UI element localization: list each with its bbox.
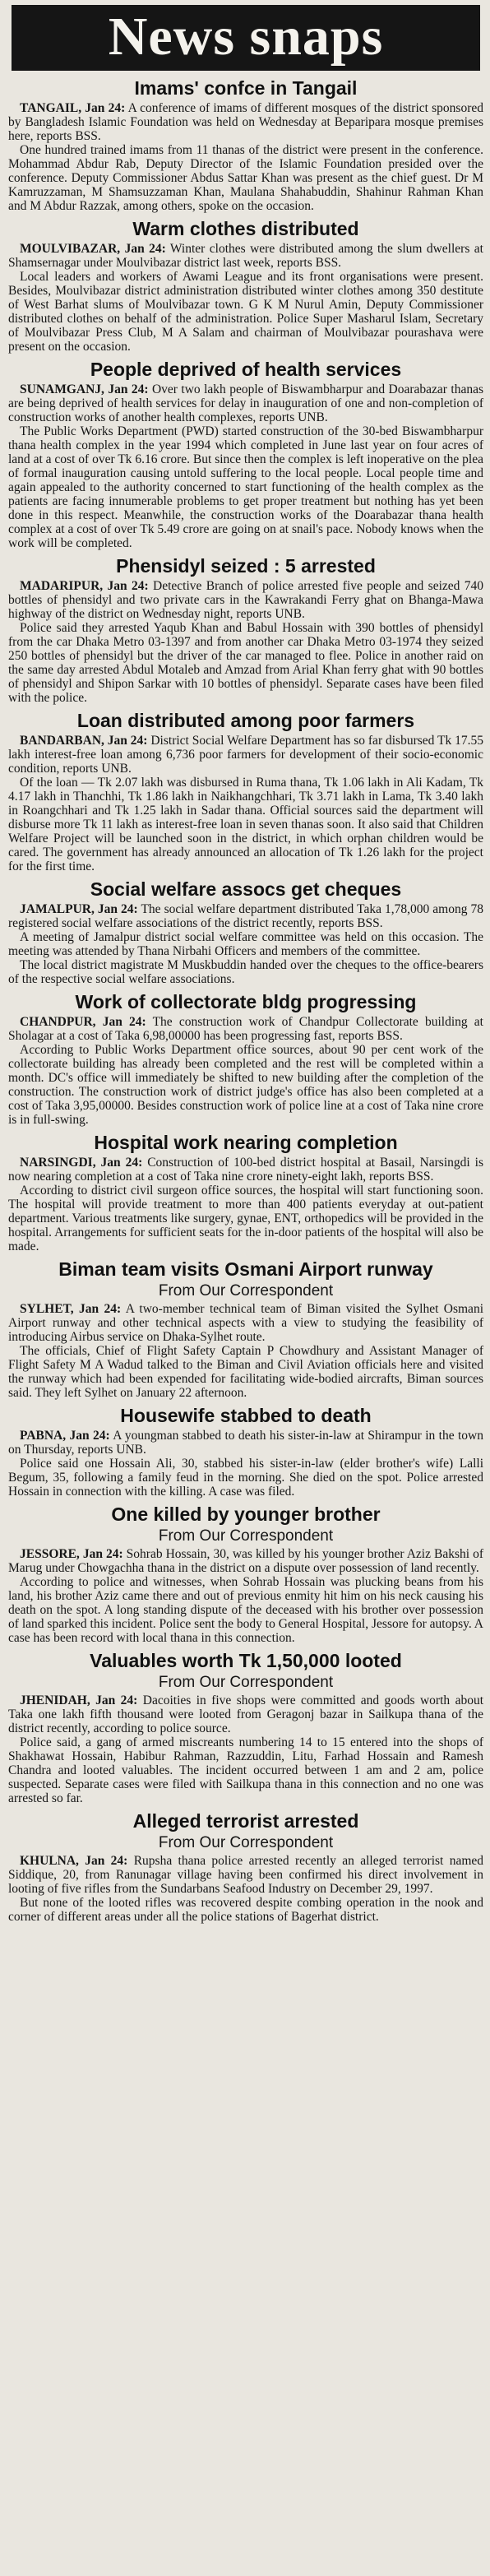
- dateline: CHANDPUR, Jan 24:: [20, 1015, 146, 1029]
- body-paragraph: [8, 242, 483, 270]
- body-paragraph: [8, 1854, 483, 1896]
- story-body: [8, 1693, 483, 1805]
- paragraph-text: Police said they arrested Yaqub Khan and Babul Hossain with 390 bottles of phensidyl from the car Dhaka Metro 03-1397 and from another car Dhaka Metro 03-1974 they seized 250 bottles of phensidyl but the driver of the car managed to flee. Police in another raid on the same day arrested Abdul Motaleb and Amzad from Arial Khan ferry ghat with 90 bottles of phensidyl and Shipon Sarkar with 10 bottles of phensidyl. Separate cases have been filed with the police.: [8, 621, 483, 705]
- body-paragraph: [8, 734, 483, 776]
- news-item: [8, 1405, 483, 1499]
- paragraph-text: A conference of imams of different mosques of the district sponsored by Bangladesh Islamic Foundation was held on Wednesday at Beparipara mosque premises here, reports BSS.: [8, 101, 483, 143]
- news-item: [8, 878, 483, 986]
- paragraph-text: The officials, Chief of Flight Safety Captain P Chowdhury and Assistant Manager of Flight Safety M A Wadud talked to the Biman and Civil Aviation officials here and visited the runway which had been expended for facilitating wide-bodied aircrafts, Biman sources said. They left Sylhet on January 22 afternoon.: [8, 1344, 483, 1400]
- body-paragraph: [8, 1344, 483, 1400]
- body-paragraph: [8, 1184, 483, 1253]
- story-body: [8, 1429, 483, 1499]
- news-item: [8, 1810, 483, 1924]
- news-item: [8, 1258, 483, 1400]
- body-paragraph: [8, 1693, 483, 1735]
- paragraph-text: But none of the looted rifles was recovered despite combing operation in the nook and corner of different areas under all the police stations of Bagerhat district.: [8, 1896, 483, 1924]
- paragraph-text: A youngman stabbed to death his sister-in-law at Shirampur in the town on Thursday, reports UNB.: [8, 1429, 483, 1457]
- paragraph-text: Police said one Hossain Ali, 30, stabbed his sister-in-law (elder brother's wife) Lalli Begum, 35, following a family feud in the morning. She died on the spot. Police arrested Hossain in connection with the killing. A case was filed.: [8, 1457, 483, 1499]
- masthead: News snaps: [12, 5, 480, 71]
- byline: From Our Correspondent: [158, 1527, 334, 1545]
- dateline: TANGAIL, Jan 24:: [20, 101, 126, 115]
- headline: Biman team visits Osmani Airport runway: [58, 1258, 433, 1280]
- news-item: [8, 77, 483, 213]
- paragraph-text: According to district civil surgeon office sources, the hospital will start functioning soon. The hospital will provide treatment to more than 400 patients everyday at out-patient department. Various treatments like surgery, gynae, ENT, orthopedics will be provided in the hospital. Arrangements for sufficient seats for the in-door patients of the hospital will also be made.: [8, 1184, 483, 1253]
- body-paragraph: [8, 424, 483, 550]
- paragraph-text: According to Public Works Department office sources, about 90 per cent work of the collectorate building has already been completed and the rest will be completed within a month. DC's office will immediately be shifted to new building after the completion of the construction. The construction work of district judge's office has also been completed at a cost of Taka 3,95,00000. Besides construction work of police line at a cost of Taka nine crore is in full-swing.: [8, 1043, 483, 1127]
- paragraph-text: The Public Works Department (PWD) started construction of the 30-bed Biswambharpur thana health complex in the year 1994 which completed in June last year on four acres of land at a cost of over Tk 6.16 crore. But since then the complex is left inoperative on the plea of formal inauguration causing untold suffering to the local people. Local people time and again appealed to the authority concerned to start functioning of the health complex as the patients are facing innumerable problems to get proper treatment but nothing has yet been done in this respect. Meanwhile, the construction works of the Doarabazar thana health complex at a cost of over Tk 5.49 crore are going on at snail's pace. Nobody knows when the work will be completed.: [8, 424, 483, 550]
- headline: One killed by younger brother: [111, 1503, 381, 1525]
- dateline: JAMALPUR, Jan 24:: [20, 902, 138, 916]
- story-body: [8, 242, 483, 354]
- paragraph-text: A two-member technical team of Biman visited the Sylhet Osmani Airport runway and other technical aspects with a view to studying the feasibility of introducing Airbus service on Dhaka-Sylhet route.: [8, 1302, 483, 1344]
- body-paragraph: [8, 579, 483, 621]
- body-paragraph: [8, 1156, 483, 1184]
- story-body: [8, 1854, 483, 1924]
- paragraph-text: Winter clothes were distributed among the slum dwellers at Shamsernagar under Moulvibazar district last week, reports BSS.: [8, 242, 483, 270]
- paragraph-text: Police said, a gang of armed miscreants numbering 14 to 15 entered into the shops of Shakhawat Hossain, Habibur Rahman, Razzuddin, Litu, Farhad Hossain and Ramesh Chandra and looted valuables. The incident occurred between 1 am and 2 am, police suspected. Separate cases were filed with Sailkupa thana in this connection and no one was arrested so far.: [8, 1735, 483, 1805]
- paragraph-text: Construction of 100-bed district hospital at Basail, Narsingdi is now nearing completion at a cost of Taka nine crore ninety-eight lakh, reports BSS.: [8, 1156, 483, 1184]
- dateline: NARSINGDI, Jan 24:: [20, 1156, 143, 1170]
- body-paragraph: [8, 1457, 483, 1499]
- paragraph-text: District Social Welfare Department has so far disbursed Tk 17.55 lakh interest-free loan among 6,736 poor farmers for development of their socio-economic condition, reports UNB.: [8, 734, 483, 776]
- headline: Social welfare assocs get cheques: [90, 878, 402, 900]
- headline: Loan distributed among poor farmers: [76, 710, 415, 731]
- body-paragraph: [8, 1547, 483, 1575]
- headline: Work of collectorate bldg progressing: [75, 991, 417, 1012]
- news-item: [8, 555, 483, 705]
- body-paragraph: [8, 958, 483, 986]
- story-body: [8, 101, 483, 213]
- dateline: SYLHET, Jan 24:: [20, 1302, 122, 1316]
- headline: Alleged terrorist arrested: [132, 1810, 359, 1832]
- news-item: [8, 710, 483, 873]
- story-body: [8, 1015, 483, 1127]
- news-item: [8, 218, 483, 354]
- news-item: [8, 359, 483, 550]
- paragraph-text: One hundred trained imams from 11 thanas of the district were present in the conference. Mohammad Abdur Rab, Deputy Director of the Islamic Foundation presided over the conference. Deputy Commissioner Abdus Sattar Khan was present as the chief guest. Dr M Kamruzzaman, M Shamsuzzaman Khan, Maulana Shahabuddin, Shahinur Rahman Khan and M Abdur Razzak, among others, spoke on the occasion.: [8, 143, 483, 213]
- dateline: MOULVIBAZAR, Jan 24:: [20, 242, 166, 256]
- paragraph-text: The social welfare department distributed Taka 1,78,000 among 78 registered social welfare associations of the district recently, reports BSS.: [8, 902, 483, 930]
- paragraph-text: Detective Branch of police arrested five people and seized 740 bottles of phensidyl and two private cars in the Kawrakandi Ferry ghat on Bhanga-Mawa highway of the district on Wednesday night, reports UNB.: [8, 579, 483, 621]
- news-item: [8, 1503, 483, 1645]
- paragraph-text: According to police and witnesses, when Sohrab Hossain was plucking beans from his land, his brother Aziz came there and out of previous enmity hit him on his neck causing his death on the spot. A long standing dispute of the deceased with his brother over possession of land sparked this incident. Police sent the body to General Hospital, Jessore for autopsy. A case has been record with local thana in this connection.: [8, 1575, 483, 1645]
- body-paragraph: [8, 902, 483, 930]
- body-paragraph: [8, 1896, 483, 1924]
- story-body: [8, 734, 483, 873]
- dateline: JESSORE, Jan 24:: [20, 1547, 123, 1561]
- body-paragraph: [8, 1735, 483, 1805]
- headline: Imams' confce in Tangail: [134, 77, 358, 99]
- headline: Warm clothes distributed: [132, 218, 359, 239]
- headline: People deprived of health services: [90, 359, 402, 380]
- body-paragraph: [8, 1302, 483, 1344]
- paragraph-text: Rupsha thana police arrested recently an alleged terrorist named Siddique, 20, from Ranunagar village having been confirmed his direct involvement in looting of five rifles from the Sundarbans Seafood Industry on December 29, 1997.: [8, 1854, 484, 1896]
- body-paragraph: [8, 143, 483, 213]
- story-body: [8, 1156, 483, 1253]
- paragraph-text: The construction work of Chandpur Collectorate building at Sholagar at a cost of Taka 6,98,00000 has been progressing fast, reports BSS.: [8, 1015, 483, 1043]
- headline: Housewife stabbed to death: [120, 1405, 372, 1426]
- body-paragraph: [8, 270, 483, 354]
- story-body: [8, 1302, 483, 1400]
- headline: Hospital work nearing completion: [94, 1132, 398, 1153]
- paragraph-text: Local leaders and workers of Awami League and its front organisations were present. Besides, Moulvibazar district administration distributed winter clothes among 350 destitute of West Barhat slums of Moulvibazar town. G K M Nurul Amin, Deputy Commissioner distributed clothes on behalf of the administration. Police Super Masharul Islam, Secretary of Moulvibazar Press Club, M A Salam and chairman of Moulvibazar pourashava were present on the occasion.: [8, 270, 483, 354]
- paragraph-text: Over two lakh people of Biswambharpur and Doarabazar thanas are being deprived of health services for delay in inauguration of one and non-completion of construction works of another health complexes, reports UNB.: [8, 382, 483, 424]
- dateline: BANDARBAN, Jan 24:: [20, 734, 148, 748]
- stories-column: [8, 77, 483, 1924]
- news-item: [8, 1650, 483, 1805]
- body-paragraph: [8, 1015, 483, 1043]
- dateline: PABNA, Jan 24:: [20, 1429, 110, 1443]
- story-body: [8, 902, 483, 986]
- news-item: [8, 991, 483, 1127]
- headline: Valuables worth Tk 1,50,000 looted: [90, 1650, 402, 1671]
- dateline: JHENIDAH, Jan 24:: [20, 1693, 138, 1707]
- dateline: KHULNA, Jan 24:: [20, 1854, 128, 1868]
- paragraph-text: Dacoities in five shops were committed and goods worth about Taka one lakh fifth thousand were looted from Geragonj bazar in Sailkupa thana of the district recently, according to police source.: [8, 1693, 484, 1735]
- story-body: [8, 382, 483, 550]
- body-paragraph: [8, 776, 483, 873]
- dateline: SUNAMGANJ, Jan 24:: [20, 382, 149, 396]
- story-body: [8, 1547, 483, 1645]
- body-paragraph: [8, 101, 483, 143]
- news-item: [8, 1132, 483, 1253]
- paragraph-text: Sohrab Hossain, 30, was killed by his younger brother Aziz Bakshi of Marug under Chowgachha thana in the district on a dispute over possession of land recently.: [8, 1547, 483, 1575]
- byline: From Our Correspondent: [158, 1834, 334, 1851]
- byline: From Our Correspondent: [158, 1282, 334, 1300]
- body-paragraph: [8, 930, 483, 958]
- body-paragraph: [8, 1575, 483, 1645]
- headline: Phensidyl seized : 5 arrested: [116, 555, 376, 577]
- body-paragraph: [8, 1043, 483, 1127]
- paragraph-text: The local district magistrate M Muskbuddin handed over the cheques to the office-bearers of the respective social welfare associations.: [8, 958, 483, 986]
- paragraph-text: A meeting of Jamalpur district social welfare committee was held on this occasion. The meeting was attended by Thana Nirbahi Officers and members of the committee.: [8, 930, 483, 958]
- body-paragraph: [8, 621, 483, 705]
- body-paragraph: [8, 382, 483, 424]
- byline: From Our Correspondent: [158, 1674, 334, 1691]
- dateline: MADARIPUR, Jan 24:: [20, 579, 149, 593]
- paragraph-text: Of the loan — Tk 2.07 lakh was disbursed in Ruma thana, Tk 1.06 lakh in Ali Kadam, Tk 4.17 lakh in Thanchhi, Tk 1.86 lakh in Naikhangchhari, Tk 3.71 lakh in Lama, Tk 3.40 lakh in Roangchhari and Tk 1.25 lakh in Sadar thana. Official sources said the department will disburse more Tk 11 lakh as interest-free loan in seven thanas soon. It also said that Children Welfare Project will be launched soon in the district, in which orphan children would be cared. The government has already announced an allocation of Tk 1.26 lakh for the project for the first time.: [8, 776, 483, 873]
- story-body: [8, 579, 483, 705]
- body-paragraph: [8, 1429, 483, 1457]
